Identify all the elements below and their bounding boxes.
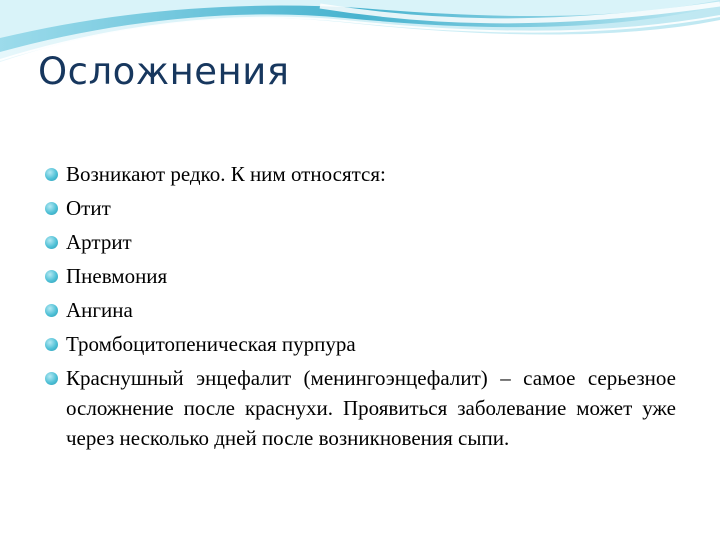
bullet-text: Пневмония — [66, 264, 168, 288]
circle-bullet-icon — [45, 236, 58, 249]
bullet-text: Ангина — [66, 298, 133, 322]
circle-bullet-icon — [45, 304, 58, 317]
bullet-item — [44, 157, 676, 191]
circle-bullet-icon — [45, 202, 58, 215]
bullet-text: Тромбоцитопеническая пурпура — [66, 332, 356, 356]
bullet-item — [44, 225, 676, 259]
bullet-text: Возникают редко. К ним относятся: — [66, 162, 386, 186]
circle-bullet-icon — [45, 372, 58, 385]
bullet-list — [44, 157, 676, 453]
bullet-item — [44, 293, 676, 327]
bullet-text: Отит — [66, 196, 111, 220]
bullet-item — [44, 191, 676, 225]
bullet-item — [44, 327, 676, 361]
bullet-item — [44, 259, 676, 293]
bullet-item — [44, 361, 676, 453]
slide-title: Осложнения — [38, 50, 290, 93]
circle-bullet-icon — [45, 168, 58, 181]
bullet-text: Артрит — [66, 230, 132, 254]
bullet-text: Краснушный энцефалит (менингоэнцефалит) – самое серьезное осложнение после краснухи. Проявиться заболевание может уже через несколько дней после возникновения сыпи. — [66, 366, 676, 450]
circle-bullet-icon — [45, 338, 58, 351]
circle-bullet-icon — [45, 270, 58, 283]
